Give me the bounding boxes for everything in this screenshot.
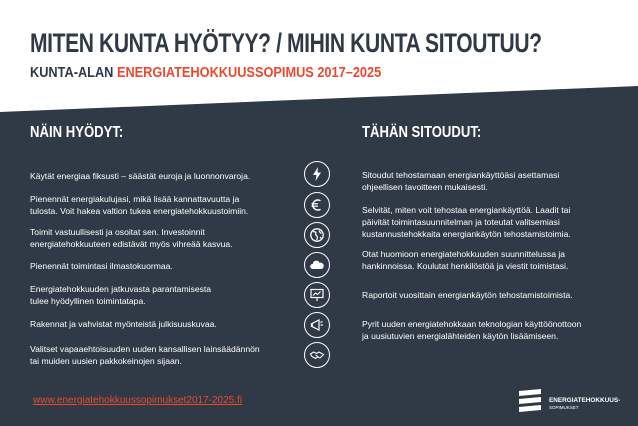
commitment-item bbox=[362, 289, 573, 301]
commitment-line: päivität toimintasuunnitelman ja toteutat valitsemiasi bbox=[362, 217, 560, 227]
subtitle-prefix: KUNTA-ALAN bbox=[30, 65, 117, 81]
benefit-line: Toimit vastuullisesti ja osoitat sen. Investoinnit bbox=[30, 227, 205, 237]
benefit-item bbox=[30, 170, 250, 182]
benefit-line: tai muiden uusien pakkokeinojen sijaan. bbox=[30, 356, 182, 366]
commitment-line: Selvität, miten voit tehostaa energiankäyttöä. Laadit tai bbox=[362, 205, 571, 215]
commitment-item bbox=[362, 169, 559, 193]
benefit-line: energiatehokkuuteen edistävät myös vihreää kasvua. bbox=[30, 239, 233, 249]
presentation-icon bbox=[304, 282, 330, 308]
benefit-item bbox=[30, 260, 173, 272]
lightning-icon bbox=[304, 161, 330, 187]
handshake-icon bbox=[304, 342, 330, 368]
commitment-item bbox=[362, 318, 581, 342]
benefit-line: Rakennat ja vahvistat myönteistä julkisuuskuvaa. bbox=[30, 319, 217, 329]
benefit-line: Käytät energiaa fiksusti – säästät euroja ja luonnonvaroja. bbox=[30, 171, 251, 181]
logo-text bbox=[549, 397, 620, 411]
euro-icon bbox=[304, 192, 330, 218]
cloud-icon bbox=[304, 252, 330, 278]
benefit-item bbox=[30, 283, 211, 307]
benefit-item bbox=[30, 226, 233, 250]
commitment-line: Pyrit uuden energiatehokkaan teknologian käyttöönottoon bbox=[362, 319, 582, 329]
commitment-line: Raportoit vuosittain energiankäytön tehostamistoimista. bbox=[362, 290, 573, 300]
benefit-line: Pienennät energiakulujasi, mikä lisää kannattavuutta ja bbox=[30, 194, 240, 204]
commitment-line: kustannustehokkaita energiankäytön tehostamistoimia. bbox=[362, 229, 571, 239]
commitment-line: Sitoudut tehostamaan energiankäyttöäsi asettamasi bbox=[362, 170, 560, 180]
subtitle-highlight: ENERGIATEHOKKUUSSOPIMUS 2017–2025 bbox=[116, 65, 382, 81]
benefit-item bbox=[30, 318, 217, 330]
commitment-line: ja uusiutuvien energialähteiden käytön lisäämiseen. bbox=[362, 331, 559, 341]
subtitle bbox=[30, 65, 381, 81]
commitment-item bbox=[362, 248, 568, 272]
logo-line2: SOPIMUKSET bbox=[549, 405, 579, 410]
page-title: MITEN KUNTA HYÖTYY? / MIHIN KUNTA SITOUTUU? bbox=[30, 28, 542, 58]
commitment-line: hankinnoissa. Koulutat henkilöstöä ja viestit toimistasi. bbox=[362, 261, 569, 271]
benefit-item bbox=[30, 343, 260, 367]
commitment-item bbox=[362, 204, 571, 240]
globe-icon bbox=[304, 222, 330, 248]
website-link[interactable]: www.energiatehokkuussopimukset2017-2025.fi bbox=[33, 395, 243, 406]
right-heading: TÄHÄN SITOUDUT: bbox=[362, 124, 482, 141]
benefit-item bbox=[30, 193, 248, 217]
logo-icon bbox=[515, 387, 545, 417]
logo-line1: ENERGIATEHOKKUUS- bbox=[549, 397, 621, 404]
benefit-line: Valitset vapaaehtoisuuden uuden kansallisen lainsäädännön bbox=[30, 344, 260, 354]
commitment-line: ohjeellisen tavoitteen mukaisesti. bbox=[362, 182, 488, 192]
benefit-line: tulosta. Voit hakea valtion tukea energiatehokkuustoimiin. bbox=[30, 206, 249, 216]
benefit-line: Pienennät toimintasi ilmastokuormaa. bbox=[30, 261, 173, 271]
benefit-line: tulee hyödyllinen toimintatapa. bbox=[30, 296, 146, 306]
commitment-line: Otat huomioon energiatehokkuuden suunnittelussa ja bbox=[362, 249, 566, 259]
megaphone-icon bbox=[304, 312, 330, 338]
benefit-line: Energiatehokkuuden jatkuvasta parantamisesta bbox=[30, 284, 212, 294]
left-heading: NÄIN HYÖDYT: bbox=[30, 124, 124, 141]
